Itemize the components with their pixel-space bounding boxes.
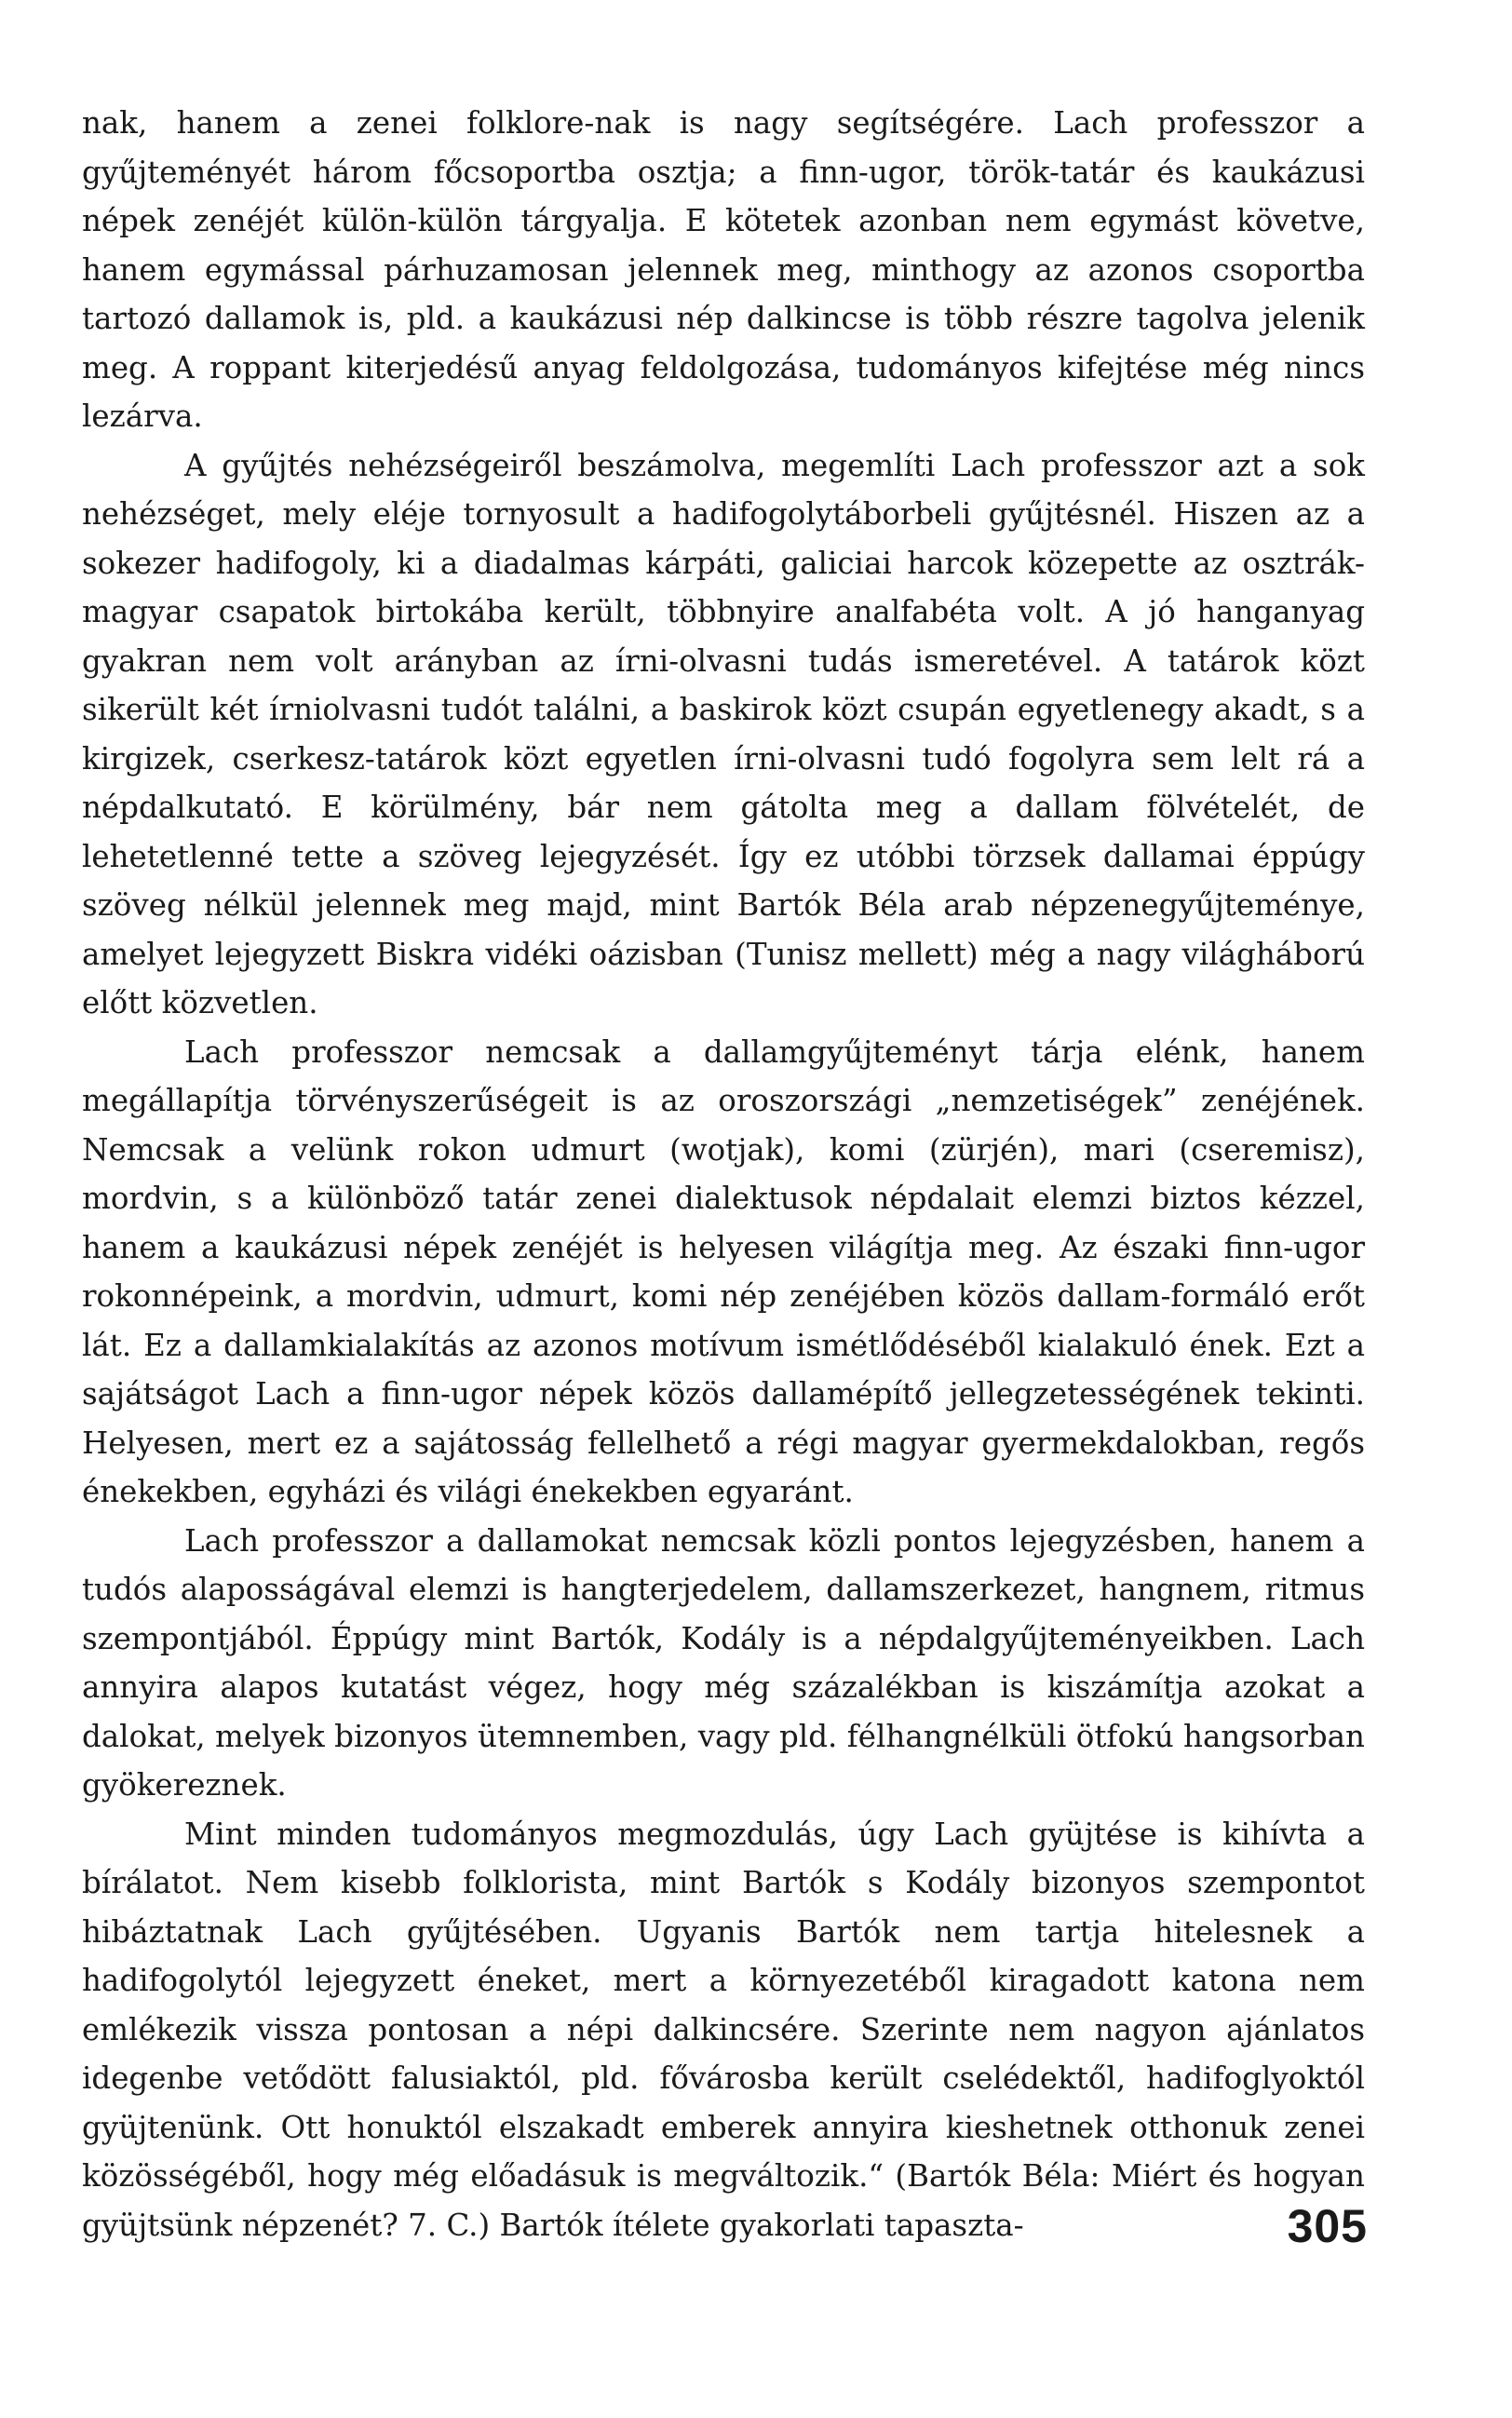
paragraph-2: A gyűjtés nehézségeiről beszámolva, megemlíti Lach professzor azt a sok nehézséget, mely eléje tornyosult a hadifogolytáborbeli gyűjtésnél. Hiszen az a sokezer hadifogoly, ki a diadalmas kárpáti, galiciai harcok közepette az osztrák-magyar csapatok birtokába került, többnyire analfabéta volt. A jó hanganyag gyakran nem volt arányban az írni-olvasni tudás ismeretével. A tatárok közt sikerült két írniolvasni tudót találni, a baskirok közt csupán egyetlenegy akadt, s a kirgizek, cserkesz-tatárok közt egyetlen írni-olvasni tudó fogolyra sem lelt rá a népdalkutató. E körülmény, bár nem gátolta meg a dallam fölvételét, de lehetetlenné tette a szöveg lejegyzését. Így ez utóbbi törzsek dallamai éppúgy szöveg nélkül jelennek meg majd, mint Bartók Béla arab népzenegyűjteménye, amelyet lejegyzett Biskra vidéki oázisban (Tunisz mellett) még a nagy világháború előtt közvetlen. xyxy=(82,447,1365,1020)
paragraph-3: Lach professzor nemcsak a dallamgyűjteményt tárja elénk, hanem megállapítja törvényszerűségeit is az oroszországi „nemzetiségek” zenéjének. Nemcsak a velünk rokon udmurt (wotjak), komi (zürjén), mari (cseremisz), mordvin, s a különböző tatár zenei dialektusok népdalait elemzi biztos kézzel, hanem a kaukázusi népek zenéjét is helyesen világítja meg. Az északi finn-ugor rokonnépeink, a mordvin, udmurt, komi nép zenéjében közös dallam-formáló erőt lát. Ez a dallamkialakítás az azonos motívum ismétlődéséből kialakuló ének. Ezt a sajátságot Lach a finn-ugor népek közös dallamépítő jellegzetességének tekinti. Helyesen, mert ez a sajátosság fellelhető a régi magyar gyermekdalokban, regős énekekben, egyházi és világi énekekben egyaránt. xyxy=(82,1033,1365,1509)
paragraph-4: Lach professzor a dallamokat nemcsak közli pontos lejegyzésben, hanem a tudós alaposságával elemzi is hangterjedelem, dallamszerkezet, hangnem, ritmus szempontjából. Éppúgy mint Bartók, Kodály is a népdalgyűjteményeikben. Lach annyira alapos kutatást végez, hogy még százalékban is kiszámítja azokat a dalokat, melyek bizonyos ütemnemben, vagy pld. félhangnélküli ötfokú hangsorban gyökereznek. xyxy=(82,1522,1365,1803)
page-body xyxy=(82,99,1365,2249)
paragraph-1: nak, hanem a zenei folklore-nak is nagy segítségére. Lach professzor a gyűjteményét három főcsoportba osztja; a finn-ugor, török-tatár és kaukázusi népek zenéjét külön-külön tárgyalja. E kötetek azonban nem egymást követve, hanem egymással párhuzamosan jelennek meg, minthogy az azonos csoportba tartozó dallamok is, pld. a kaukázusi nép dalkincse is több részre tagolva jelenik meg. A roppant kiterjedésű anyag feldolgozása, tudományos kifejtése még nincs lezárva. xyxy=(82,105,1365,434)
paragraph-5: Mint minden tudományos megmozdulás, úgy Lach gyüjtése is kihívta a bírálatot. Nem kisebb folklorista, mint Bartók s Kodály bizonyos szempontot hibáztatnak Lach gyűjtésében. Ugyanis Bartók nem tartja hitelesnek a hadifogolytól lejegyzett éneket, mert a környezetéből kiragadott katona nem emlékezik vissza pontosan a népi dalkincsére. Szerinte nem nagyon ajánlatos idegenbe vetődött falusiaktól, pld. fővárosba került cselédektől, hadifoglyoktól gyüjtenünk. Ott honuktól elszakadt emberek annyira kieshetnek otthonuk zenei közösségéből, hogy még előadásuk is megváltozik.“ (Bartók Béla: Miért és hogyan gyüjtsünk népzenét? 7. C.) Bartók ítélete gyakorlati tapaszta- xyxy=(82,1816,1365,2243)
page-number: 305 xyxy=(1287,2200,1368,2252)
